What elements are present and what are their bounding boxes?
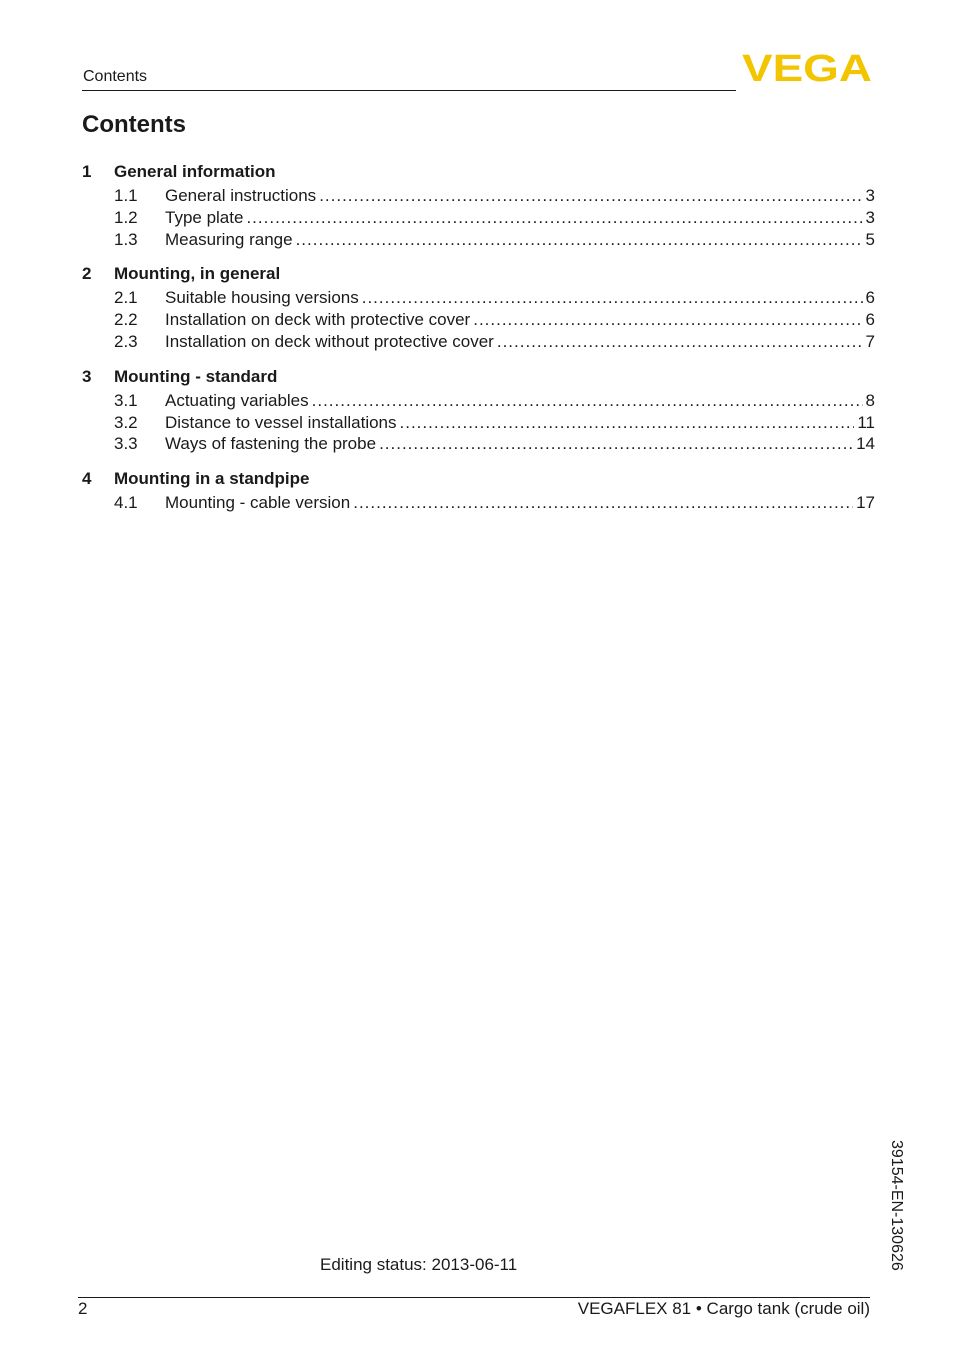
toc-chapter-heading[interactable]: [82, 365, 875, 389]
entry-title: Installation on deck with protective cover: [165, 310, 471, 330]
chapter-title: Mounting, in general: [114, 264, 281, 284]
entry-number: 2.3: [114, 331, 138, 351]
entry-page-number: 3: [865, 186, 875, 205]
toc-entry[interactable]: [82, 390, 875, 412]
toc-entry[interactable]: [82, 412, 875, 434]
entry-number: 4.1: [114, 493, 138, 513]
logo-text: VEGA: [742, 51, 872, 83]
entry-page-number: 5: [865, 229, 875, 249]
dot-leader: [319, 185, 862, 207]
entry-title: Type plate: [165, 207, 244, 227]
dot-leader: [473, 309, 862, 331]
toc-chapter: [82, 262, 875, 352]
entry-title: Measuring range: [165, 229, 293, 249]
header-divider: [82, 90, 736, 91]
dot-leader: [379, 433, 853, 455]
toc-entry[interactable]: [82, 185, 875, 207]
chapter-number: 1: [82, 162, 92, 181]
chapter-title: General information: [114, 162, 276, 181]
toc-entry[interactable]: [82, 207, 875, 229]
entry-title: Ways of fastening the probe: [165, 434, 377, 454]
toc-chapter: [82, 467, 875, 514]
chapter-title: Mounting - standard: [114, 366, 278, 386]
entry-page-number: 7: [865, 331, 875, 351]
table-of-contents: [82, 160, 875, 526]
entry-page-number: 6: [865, 310, 875, 330]
entry-number: 3.2: [114, 412, 138, 432]
entry-number: 1.3: [114, 229, 138, 249]
entry-number: 1.2: [114, 207, 138, 227]
toc-chapter: [82, 160, 875, 250]
entry-number: 2.1: [114, 288, 138, 308]
entry-title: Mounting - cable version: [165, 493, 351, 513]
toc-entry[interactable]: [82, 433, 875, 455]
entry-title: General instructions: [165, 186, 317, 205]
running-header: Contents: [83, 68, 148, 85]
entry-page-number: 17: [856, 493, 875, 513]
chapter-number: 3: [82, 366, 92, 386]
document-id: 39154-EN-130626: [888, 1140, 905, 1271]
toc-entry[interactable]: [82, 229, 875, 251]
entry-number: 2.2: [114, 310, 138, 330]
editing-status: Editing status: 2013-06-11: [320, 1255, 518, 1274]
footer-divider: [78, 1297, 870, 1298]
entry-title: Distance to vessel installations: [165, 412, 397, 432]
entry-page-number: 3: [865, 207, 875, 227]
footer-document-title: VEGAFLEX 81 • Cargo tank (crude oil): [577, 1299, 870, 1318]
dot-leader: [246, 207, 862, 229]
toc-entry[interactable]: [82, 287, 875, 309]
toc-chapter-heading[interactable]: [82, 160, 875, 184]
entry-page-number: 11: [857, 412, 875, 432]
entry-number: 3.1: [114, 390, 138, 410]
entry-title: Suitable housing versions: [165, 288, 359, 308]
page-title: Contents: [82, 111, 186, 138]
dot-leader: [497, 331, 863, 353]
dot-leader: [400, 412, 855, 434]
toc-entry[interactable]: [82, 309, 875, 331]
entry-number: 3.3: [114, 434, 138, 454]
entry-page-number: 8: [865, 390, 875, 410]
chapter-number: 2: [82, 264, 92, 284]
toc-entry[interactable]: [82, 492, 875, 514]
entry-title: Installation on deck without protective cover: [165, 331, 494, 351]
dot-leader: [362, 287, 863, 309]
toc-chapter-heading[interactable]: [82, 467, 875, 491]
entry-page-number: 14: [856, 434, 875, 454]
vega-logo: [742, 51, 872, 83]
footer-page-number: 2: [78, 1299, 88, 1318]
entry-number: 1.1: [114, 186, 138, 205]
dot-leader: [296, 229, 863, 251]
toc-chapter-heading[interactable]: [82, 262, 875, 286]
dot-leader: [312, 390, 863, 412]
dot-leader: [353, 492, 853, 514]
entry-title: Actuating variables: [165, 390, 309, 410]
toc-entry[interactable]: [82, 331, 875, 353]
chapter-title: Mounting in a standpipe: [114, 469, 310, 489]
toc-chapter: [82, 365, 875, 455]
entry-page-number: 6: [865, 288, 875, 308]
chapter-number: 4: [82, 469, 92, 489]
